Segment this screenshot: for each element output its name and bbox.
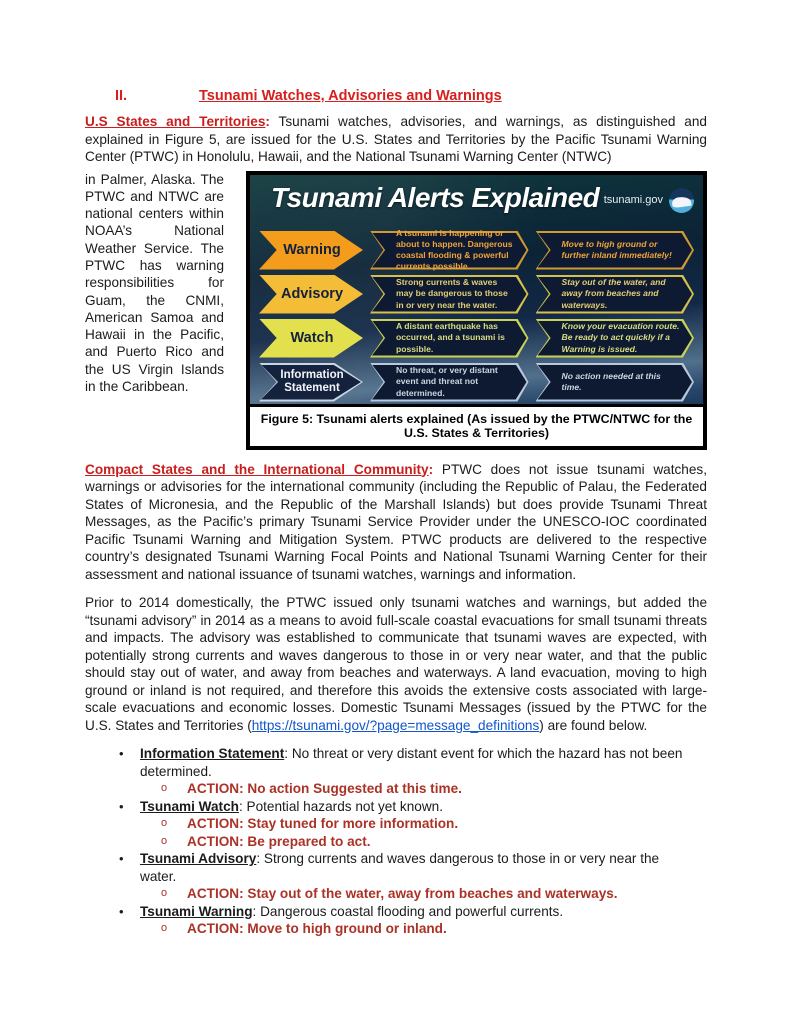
alert-row-warning xyxy=(259,227,694,272)
action-text: ACTION: Be prepared to act. xyxy=(187,833,371,849)
circle-bullet-icon: o xyxy=(161,922,168,934)
information-statement-description: No threat, or very distant event and threat not determined. xyxy=(396,365,498,398)
term-tsunami-warning: Tsunami Warning xyxy=(140,903,253,919)
prior-2014-text: Prior to 2014 domestically, the PTWC issued only tsunami watches and warnings, but added the “tsunami advisory” in 2014 as a means to avoid full-scale coastal evacuations for small tsunami threats and impacts. The advisory was established to communicate that tsunami waves are expected, with potentially strong currents and waves dangerous to those in or very near water, and that the public should stay out of water, and away from beaches and waterways. A land evacuation, moving to high ground or inland is not required, and therefore this avoids the extensive costs associated with large-scale evacuations and economic losses. Domestic Tsunami Messages (issued by the PTWC for the U.S. States and Territories ( xyxy=(85,595,707,733)
warning-action: Move to high ground or further inland immediately! xyxy=(561,238,672,260)
action-text: ACTION: No action Suggested at this time. xyxy=(187,781,462,796)
warning-description: A tsunami is happening or about to happen. Dangerous coastal flooding & powerful currents possible. xyxy=(396,227,513,272)
information-statement-action: No action needed at this time. xyxy=(561,370,661,392)
watch-action: Know your evacuation route. Be ready to act quickly if a Warning is issued. xyxy=(561,321,680,354)
tsunami-alerts-infographic xyxy=(250,175,703,404)
watch-action-panel xyxy=(536,319,695,358)
bullet-icon: • xyxy=(119,746,124,761)
warning-action-panel xyxy=(536,231,695,270)
bullet-icon: • xyxy=(119,798,124,814)
us-states-lead: U.S States and Territories xyxy=(85,114,266,129)
list-item-tsunami-watch xyxy=(85,798,707,816)
term-information-statement: Information Statement xyxy=(140,746,285,761)
action-item xyxy=(85,815,707,833)
advisory-action: Stay out of the water, and away from beaches and waterways. xyxy=(561,277,666,310)
list-item-tsunami-warning xyxy=(85,903,707,921)
alert-row-advisory xyxy=(259,275,694,314)
list-item-information-statement xyxy=(85,745,707,780)
infographic-title: Tsunami Alerts Explained xyxy=(271,181,600,213)
action-item xyxy=(85,833,707,851)
watch-description: A distant earthquake has occurred, and a tsunami is possible. xyxy=(396,321,505,354)
advisory-label: Advisory xyxy=(280,286,344,302)
noaa-logo-icon xyxy=(669,188,694,213)
prior-2014-text-end: ) are found below. xyxy=(539,717,648,733)
section-heading xyxy=(85,88,707,104)
action-item xyxy=(85,780,707,798)
action-text: ACTION: Move to high ground or inland. xyxy=(187,921,447,936)
page-content xyxy=(85,88,707,938)
advisory-description: Strong currents & waves may be dangerous to those in or very near the water. xyxy=(396,277,508,310)
compact-states-lead: Compact States and the International Community xyxy=(85,461,429,477)
warning-label: Warning xyxy=(283,242,341,258)
term-tsunami-watch: Tsunami Watch xyxy=(140,798,239,814)
warning-label-arrow xyxy=(259,231,363,270)
circle-bullet-icon: o xyxy=(161,834,168,847)
circle-bullet-icon: o xyxy=(161,817,168,829)
advisory-label-arrow xyxy=(259,275,363,314)
definition-tsunami-warning: : Dangerous coastal flooding and powerful currents. xyxy=(252,903,564,919)
advisory-description-panel xyxy=(370,275,529,314)
side-column-text: in Palmer, Alaska. The PTWC and NTWC are national centers within NOAA’s National Weather Service. The PTWC has warning responsibilities for Guam, the CNMI, American Samoa and Hawaii in the Pacific, and Puerto Rico and the US Virgin Islands in the Caribbean. xyxy=(85,171,224,395)
advisory-action-panel xyxy=(536,275,695,314)
information-statement-action-panel xyxy=(536,363,695,402)
tsunami-gov-label: tsunami.gov xyxy=(603,194,663,206)
action-item xyxy=(85,920,707,938)
paragraph-compact-states xyxy=(85,461,707,584)
figure-and-sidetext-row xyxy=(85,171,707,450)
paragraph-us-states xyxy=(85,113,707,166)
bullet-icon: • xyxy=(119,903,124,919)
information-statement-label-arrow xyxy=(259,363,363,402)
us-states-colon: : xyxy=(265,114,270,129)
alert-row-watch xyxy=(259,319,694,358)
infographic-header xyxy=(259,182,694,226)
action-text: ACTION: Stay out of the water, away from beaches and waterways. xyxy=(187,886,618,901)
warning-description-panel xyxy=(370,227,529,272)
circle-bullet-icon: o xyxy=(161,887,168,899)
definition-information-statement: : No threat or very distant event for which the hazard has not been determined. xyxy=(140,746,683,779)
bullet-icon: • xyxy=(119,851,124,866)
watch-label: Watch xyxy=(290,330,334,346)
tsunami-gov-message-definitions-link[interactable]: https://tsunami.gov/?page=message_definitions xyxy=(251,717,540,733)
definition-tsunami-watch: : Potential hazards not yet known. xyxy=(238,798,443,814)
list-item-tsunami-advisory xyxy=(85,850,707,885)
heading-title: Tsunami Watches, Advisories and Warnings xyxy=(199,88,502,104)
definition-tsunami-advisory: : Strong currents and waves dangerous to those in or very near the water. xyxy=(140,851,660,884)
action-text: ACTION: Stay tuned for more information. xyxy=(187,816,459,831)
information-statement-label: Information Statement xyxy=(280,368,344,394)
compact-states-colon: : xyxy=(428,461,434,477)
watch-description-panel xyxy=(370,319,529,358)
figure-5 xyxy=(246,171,707,450)
compact-states-text: PTWC does not issue tsunami watches, warnings or advisories for the international community (including the Republic of Palau, the Federated States of Micronesia, and the Republic of the Marshall Islands) but does provide Tsunami Threat Messages, as the Pacific’s primary Tsunami Service Provider under the UNESCO-IOC coordinated Pacific Tsunami Warning and Mitigation System. PTWC products are delivered to the respective country’s designated Tsunami Warning Focal Points and National Tsunami Warning Center for their assessment and national issuance of tsunami watches, warnings and information. xyxy=(85,461,708,582)
heading-number: II. xyxy=(115,88,128,104)
infographic-source xyxy=(604,188,694,213)
watch-label-arrow xyxy=(259,319,363,358)
us-states-text: Tsunami watches, advisories, and warnings, as distinguished and explained in Figure 5, are issued for the U.S. States and Territories by the Pacific Tsunami Warning Center (PTWC) in Honolulu, Hawaii, and the National Tsunami Warning Center (NTWC) xyxy=(85,114,707,164)
action-item xyxy=(85,885,707,903)
alert-row-information-statement xyxy=(259,363,694,402)
circle-bullet-icon: o xyxy=(161,782,168,794)
paragraph-prior-2014 xyxy=(85,594,707,734)
information-statement-description-panel xyxy=(370,363,529,402)
term-tsunami-advisory: Tsunami Advisory xyxy=(140,851,257,866)
figure-caption: Figure 5: Tsunami alerts explained (As issued by the PTWC/NTWC for the U.S. States & Territories) xyxy=(250,404,703,446)
message-definitions-list xyxy=(85,745,707,938)
